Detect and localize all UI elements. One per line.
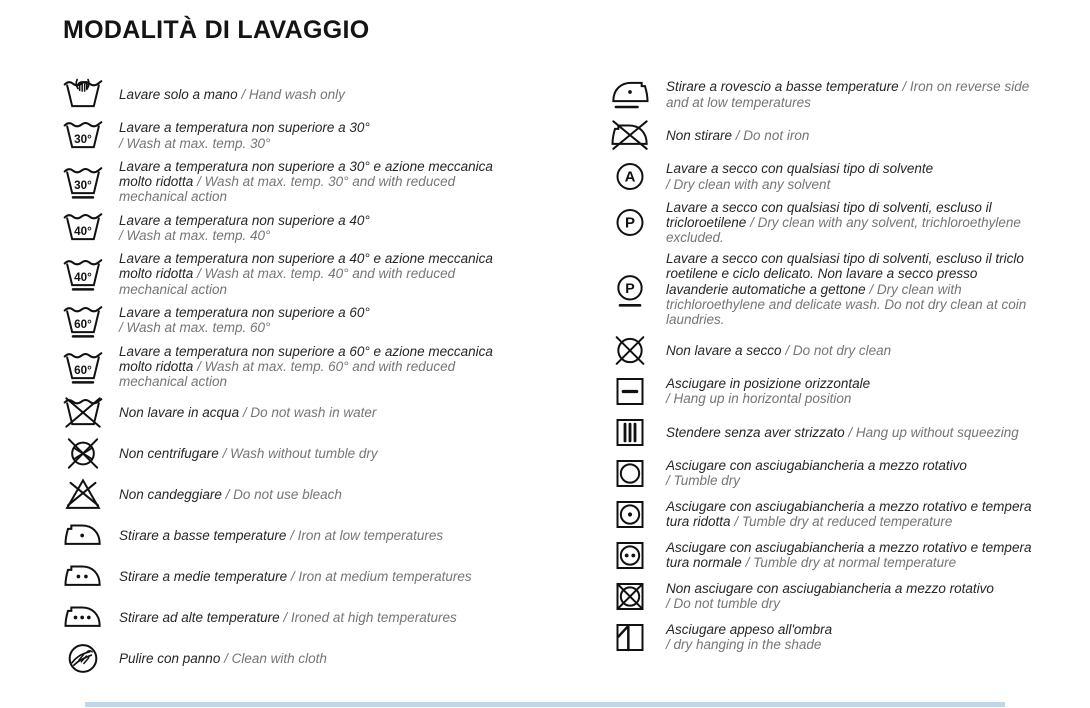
dry-clean-p-icon [610,205,650,240]
label-english: / Iron at low temperatures [290,527,444,543]
do-not-wash-icon [63,395,103,430]
do-not-iron-icon [610,118,650,153]
care-item [63,344,523,389]
care-item-description [666,200,1038,245]
label-english: / Wash at max. temp. 60° and with reduced mechanical action [119,358,456,389]
iron-medium-icon [63,559,103,594]
drip-dry-icon [610,415,650,450]
wash-30-icon [63,118,103,153]
label-italian: Asciugare con asciugabiancheria a mezzo rotativo [666,458,967,474]
label-english: / Wash at max. temp. 30° [119,135,271,151]
care-item-description [666,79,1038,109]
label-italian: Non lavare in acqua [119,404,240,420]
care-item [610,415,1040,450]
label-italian: Non lavare a secco [666,342,782,358]
care-item [610,374,1040,409]
label-english: / Tumble dry [666,473,741,489]
right-column [610,77,1040,682]
label-english: / Do not tumble dry [666,596,781,612]
label-italian: Lavare a temperatura non superiore a 60° e azione meccanica molto ridotta [119,343,493,374]
label-english: / Tumble dry at reduced temperature [734,514,953,530]
care-item [610,77,1040,112]
care-item-description [666,343,1038,358]
care-item-description [666,622,1038,652]
label-english: / Do not use bleach [225,486,342,502]
care-item [63,303,523,338]
care-item [63,477,523,512]
wash-60-underlined-icon [63,349,103,384]
care-item-description [119,305,521,335]
dry-clean-p-delicate-icon [610,272,650,307]
dry-in-shade-icon [610,620,650,655]
care-item [63,210,523,245]
label-english: / Hand wash only [241,86,345,102]
iron-reverse-low-icon [610,77,650,112]
care-item-description [119,344,521,389]
do-not-bleach-icon [63,477,103,512]
page-title: MODALITÀ DI LAVAGGIO [63,16,370,44]
care-item [610,497,1040,532]
label-english: / Do not dry clean [785,342,892,358]
care-item-description [119,251,521,296]
wash-40-icon [63,210,103,245]
label-english: / Wash at max. temp. 40° [119,227,271,243]
dry-clean-any-solvent-icon [610,159,650,194]
label-italian: Stirare a basse temperature [119,527,287,543]
svg-text:60°: 60° [74,363,92,377]
label-italian: Asciugare in posizione orizzontale [666,376,871,392]
care-item-description [119,120,521,150]
care-item-description [119,213,521,243]
label-italian: Lavare a temperatura non superiore a 40° [119,212,370,228]
label-italian: Asciugare con asciugabiancheria a mezzo rotativo e tempera tura ridotta [666,499,1032,530]
care-item-description [666,581,1038,611]
label-english: / Clean with cloth [224,650,327,666]
care-item [610,251,1040,327]
label-italian: Stirare a rovescio a basse temperature [666,79,899,95]
care-symbols-table [0,77,1090,682]
care-item [610,118,1040,153]
care-item-description [666,161,1038,191]
hand-wash-icon [63,77,103,112]
label-italian: Lavare a temperatura non superiore a 40° e azione meccanica molto ridotta [119,251,493,282]
label-italian: Stirare a medie temperature [119,568,288,584]
do-not-dry-clean-icon [610,333,650,368]
label-italian: Non asciugare con asciugabiancheria a mezzo rotativo [666,581,994,597]
label-english: / Do not wash in water [242,404,377,420]
label-english: / Iron on reverse side and at low temperatures [666,79,1030,110]
svg-text:40°: 40° [74,225,92,239]
label-italian: Non candeggiare [119,486,222,502]
care-item-description [119,87,521,102]
label-italian: Lavare a secco con qualsiasi tipo di solventi, escluso il triclo roetilene e ciclo delicato. Non lavare a secco presso lavanderie automatiche a gettone [666,251,1024,297]
care-item-description [666,540,1038,570]
label-italian: Lavare a secco con qualsiasi tipo di solventi, escluso il tricloroetilene [666,200,992,231]
care-item [63,641,523,676]
label-english: / Hang up without squeezing [848,424,1019,440]
label-italian: Lavare a temperatura non superiore a 30° [119,120,370,136]
label-english: / Dry clean with any solvent [666,176,831,192]
care-item [63,77,523,112]
do-not-tumble-dry-icon [610,579,650,614]
label-italian: Non stirare [666,127,733,143]
label-english: / dry hanging in the shade [666,637,822,653]
care-item [63,518,523,553]
label-italian: Stirare ad alte temperature [119,609,280,625]
care-item [63,118,523,153]
clean-with-cloth-icon [63,641,103,676]
care-item [63,559,523,594]
label-english: / Iron at medium temperatures [290,568,472,584]
care-item-description [666,128,1038,143]
care-item [610,159,1040,194]
label-italian: Asciugare appeso all'ombra [666,622,833,638]
iron-low-icon [63,518,103,553]
care-item-description [119,487,521,502]
label-italian: Asciugare con asciugabiancheria a mezzo rotativo e tempera tura normale [666,540,1032,571]
care-item-description [119,651,521,666]
label-english: / Ironed at high temperatures [283,609,457,625]
label-english: / Hang up in horizontal position [666,391,852,407]
label-italian: Lavare solo a mano [119,86,238,102]
care-item [610,333,1040,368]
wash-60-underlined-icon [63,303,103,338]
care-item-description [666,251,1038,327]
iron-high-icon [63,600,103,635]
care-item [610,579,1040,614]
care-item [63,436,523,471]
care-item [63,395,523,430]
care-item-description [666,499,1038,529]
tumble-dry-icon [610,456,650,491]
left-column [63,77,523,682]
care-item-description [666,425,1038,440]
care-item [63,600,523,635]
do-not-spin-icon [63,436,103,471]
care-item [610,620,1040,655]
svg-text:30°: 30° [74,179,92,193]
wash-30-underlined-icon [63,164,103,199]
care-item-description [119,159,521,204]
care-item [610,456,1040,491]
label-italian: Non centrifugare [119,445,219,461]
svg-text:40°: 40° [74,271,92,285]
care-item-description [119,446,521,461]
care-item-description [119,528,521,543]
wash-40-underlined-icon [63,256,103,291]
care-item-description [666,458,1038,488]
tumble-dry-normal-icon [610,538,650,573]
svg-text:A: A [624,168,636,186]
label-italian: Lavare a temperatura non superiore a 30° e azione meccanica molto ridotta [119,159,493,190]
care-item-description [119,610,521,625]
bottom-accent-bar [85,702,1005,707]
label-italian: Stendere senza aver strizzato [666,424,845,440]
svg-text:P: P [624,214,636,232]
label-english: / Dry clean with trichloroethylene and delicate wash. Do not dry clean at coin laundries. [666,281,1027,327]
svg-text:30°: 30° [74,133,92,146]
label-english: / Do not iron [735,127,810,143]
care-item-description [119,569,521,584]
care-item-description [119,405,521,420]
care-item-description [666,376,1038,406]
label-italian: Lavare a secco con qualsiasi tipo di solvente [666,161,934,177]
label-english: / Wash at max. temp. 40° and with reduced mechanical action [119,266,456,297]
label-italian: Lavare a temperatura non superiore a 60° [119,305,370,321]
label-italian: Pulire con panno [119,650,221,666]
label-english: / Dry clean with any solvent, trichloroethylene excluded. [666,215,1021,246]
svg-text:60°: 60° [74,317,92,331]
label-english: / Wash at max. temp. 60° [119,320,271,336]
label-english: / Wash at max. temp. 30° and with reduced mechanical action [119,174,456,205]
care-item [610,200,1040,245]
care-item [63,251,523,296]
label-english: / Tumble dry at normal temperature [745,555,957,571]
care-item [63,159,523,204]
dry-flat-icon [610,374,650,409]
care-item [610,538,1040,573]
tumble-dry-reduced-icon [610,497,650,532]
label-english: / Wash without tumble dry [222,445,378,461]
svg-text:P: P [625,280,635,297]
